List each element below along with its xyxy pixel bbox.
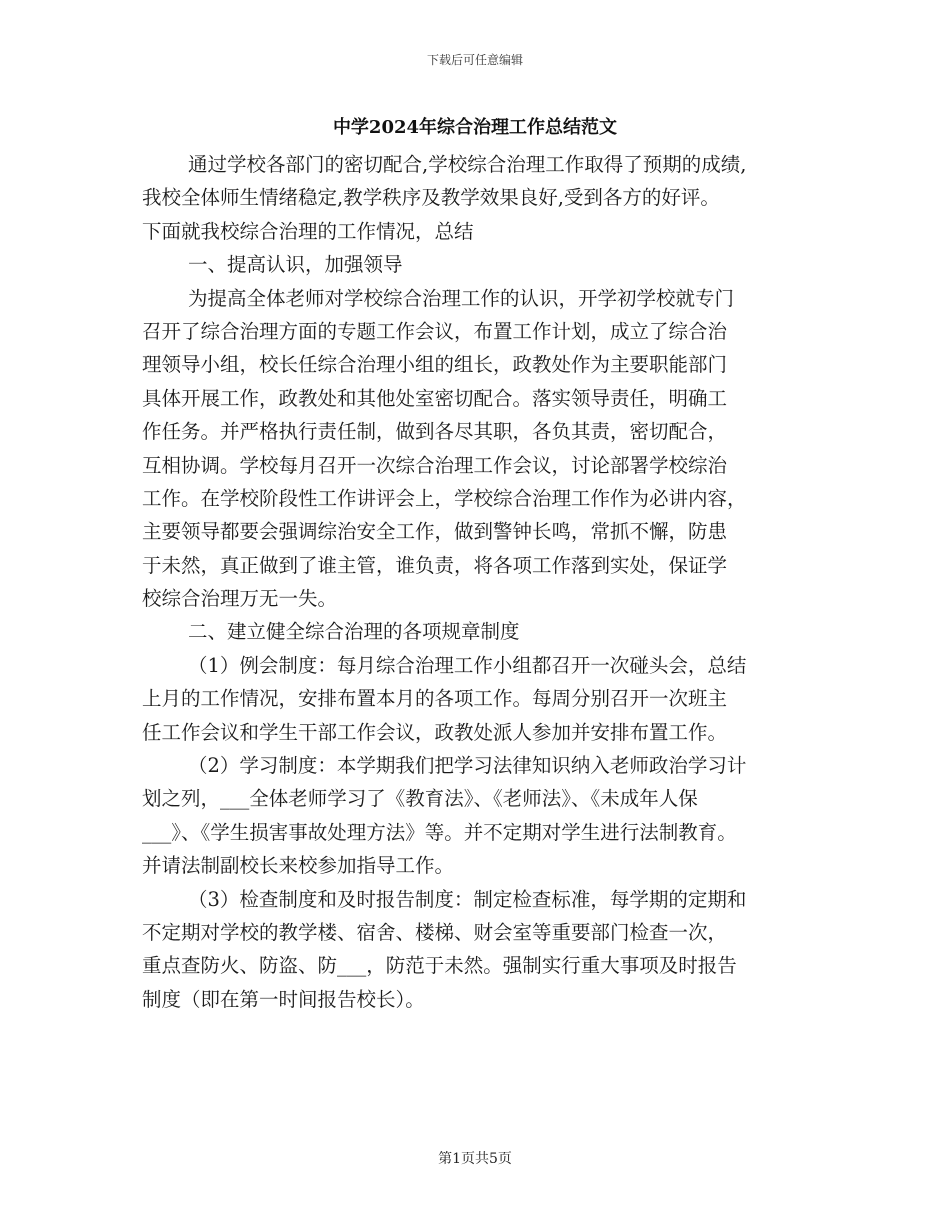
section-heading: 二、建立健全综合治理的各项规章制度 [188, 620, 520, 644]
page-number: 第1页共5页 [438, 1151, 512, 1167]
section-heading: 一、提高认识，加强领导 [188, 253, 403, 277]
text-line: 制度（即在第一时间报告校长）。 [142, 987, 425, 1011]
text-line: 我校全体师生情绪稳定,教学秩序及教学效果良好,受到各方的好评。 [142, 186, 720, 210]
text-line: 理领导小组，校长任综合治理小组的组长，政教处作为主要职能部门 [142, 353, 728, 377]
paragraph-inspection-system [142, 883, 832, 1017]
text-line: 划之列，___全体老师学习了《教育法》、《老师法》、《未成年人保 [142, 787, 698, 811]
text-line: ___》、《学生损害事故处理方法》等。并不定期对学生进行法制教育。 [142, 820, 737, 844]
paragraph-intro [142, 148, 832, 248]
text-line: 工作。在学校阶段性工作讲评会上，学校综合治理工作作为必讲内容， [142, 486, 747, 510]
text-line: 不定期对学校的教学楼、宿舍、楼梯、财会室等重要部门检查一次， [142, 920, 728, 944]
text-line: 任工作会议和学生干部工作会议，政教处派人参加并安排布置工作。 [142, 720, 728, 744]
section-heading-2 [142, 615, 832, 648]
paragraph-study-system [142, 749, 832, 883]
text-line: （2）学习制度：本学期我们把学习法律知识纳入老师政治学习计 [188, 754, 747, 778]
section-heading-1 [142, 248, 832, 281]
text-line: 作任务。并严格执行责任制，做到各尽其职，各负其责，密切配合， [142, 420, 728, 444]
text-line: 上月的工作情况，安排布置本月的各项工作。每周分别召开一次班主 [142, 687, 728, 711]
paragraph-meeting-system [142, 649, 832, 749]
text-line: 下面就我校综合治理的工作情况，总结 [142, 219, 474, 243]
text-line: 具体开展工作，政教处和其他处室密切配合。落实领导责任，明确工 [142, 386, 728, 410]
text-line: 重点查防火、防盗、防___，防范于未然。强制实行重大事项及时报告 [142, 954, 737, 978]
text-line: 并请法制副校长来校参加指导工作。 [142, 854, 455, 878]
text-line: 召开了综合治理方面的专题工作会议，布置工作计划，成立了综合治 [142, 319, 728, 343]
document-body [142, 148, 832, 1016]
text-line: 为提高全体老师对学校综合治理工作的认识，开学初学校就专门 [188, 286, 735, 310]
text-line: 主要领导都要会强调综治安全工作，做到警钟长鸣，常抓不懈，防患 [142, 520, 728, 544]
page-header-note: 下载后可任意编辑 [426, 53, 523, 67]
text-line: 互相协调。学校每月召开一次综合治理工作会议，讨论部署学校综治 [142, 453, 728, 477]
paragraph-leadership [142, 282, 832, 616]
document-title: 中学2024年综合治理工作总结范文 [332, 117, 618, 138]
text-line: 通过学校各部门的密切配合,学校综合治理工作取得了预期的成绩, [188, 153, 747, 176]
text-line: 于未然，真正做到了谁主管，谁负责，将各项工作落到实处，保证学 [142, 553, 728, 577]
text-line: （1）例会制度：每月综合治理工作小组都召开一次碰头会，总结 [188, 653, 747, 677]
text-line: （3）检查制度和及时报告制度：制定检查标准，每学期的定期和 [188, 887, 747, 911]
text-line: 校综合治理万无一失。 [142, 587, 338, 611]
